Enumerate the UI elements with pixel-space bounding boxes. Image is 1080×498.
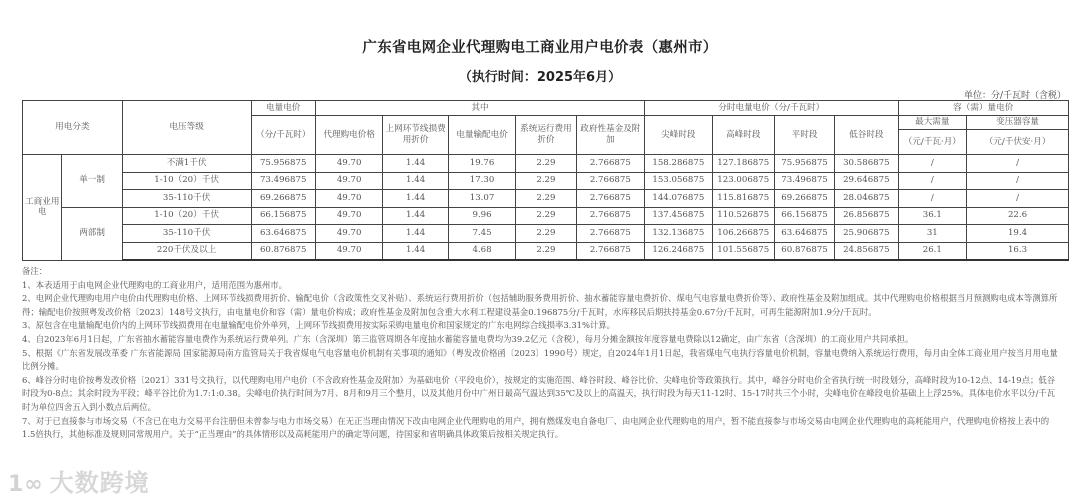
transmission-cell: 7.45 — [448, 225, 516, 243]
header-transmission: 电量输配电价 — [448, 116, 516, 155]
watermark-text: 大数跨境 — [49, 469, 150, 497]
network-loss-cell: 1.44 — [383, 242, 448, 260]
header-sharp-peak: 尖峰时段 — [645, 116, 713, 155]
transformer-cell: / — [967, 190, 1069, 208]
valley-cell: 29.646875 — [835, 172, 898, 190]
header-system-operation: 系统运行费用折价 — [516, 116, 576, 155]
header-energy-price-unit: （分/千瓦时） — [251, 116, 315, 155]
transformer-cell: 19.4 — [967, 225, 1069, 243]
flat-cell: 63.646875 — [774, 225, 834, 243]
peak-cell: 101.556875 — [712, 242, 774, 260]
max-demand-cell: 31 — [898, 225, 967, 243]
sharp-peak-cell: 158.286875 — [645, 155, 713, 173]
agent-purchase-cell: 49.70 — [315, 242, 383, 260]
note-item: 4、自2023年6月1日起，广东省抽水蓄能容量电费作为系统运行费单列。广东（含深圳）第三监管周期各年度抽水蓄能容量电费均为39.2亿元（含税），每月分摊金额按年度容量电费除以12确定，由广东省（含深圳）的工商业用户共同承担。 — [22, 333, 914, 344]
voltage-cell: 35-110千伏 — [122, 190, 251, 208]
energy-price-cell: 63.646875 — [251, 225, 315, 243]
transmission-cell: 13.07 — [448, 190, 516, 208]
group-cell: 两部制 — [62, 207, 122, 260]
note-item: 7、对于已直接参与市场交易（不含已在电力交易平台注册但未曾参与电力市场交易）在无正当理由情况下改由电网企业代理购电的用户，拥有燃煤发电自备电厂、由电网企业代理购电的用户，暂不能直接参与市场交易由电网企业代理购电的高耗能用户，代理购电价格按上表中的1.5倍执行，其他标准及规则同常规用户。关于“正当理由”的具体情形以及高耗能用户的确定等问题，待国家和省明确具体政策后按相关规定执行。 — [22, 415, 1050, 440]
peak-cell: 115.816875 — [712, 190, 774, 208]
header-voltage: 电压等级 — [122, 101, 251, 155]
peak-cell: 127.186875 — [712, 155, 774, 173]
header-capacity-group: 容（需）量电价 — [898, 101, 1068, 116]
transmission-cell: 9.96 — [448, 207, 516, 225]
watermark — [8, 463, 150, 498]
gov-fund-cell: 2.766875 — [576, 225, 645, 243]
energy-price-cell: 60.876875 — [251, 242, 315, 260]
energy-price-cell: 69.266875 — [251, 190, 315, 208]
gov-fund-cell: 2.766875 — [576, 190, 645, 208]
transformer-cell: 16.3 — [967, 242, 1069, 260]
transformer-cell: / — [967, 172, 1069, 190]
agent-purchase-cell: 49.70 — [315, 155, 383, 173]
group-cell: 单一制 — [62, 155, 122, 208]
table-row — [23, 225, 1069, 243]
header-transformer: 变压器容量 — [967, 116, 1069, 130]
network-loss-cell: 1.44 — [383, 207, 448, 225]
gov-fund-cell: 2.766875 — [576, 172, 645, 190]
header-agent-purchase: 代理购电价格 — [315, 116, 383, 155]
note-item: 3、原包含在电量输配电价内的上网环节线损费用在电量输配电价外单列，上网环节线损费用按实际采购电量电价和国家规定的广东电网综合线损率3.31%计算。 — [22, 320, 616, 331]
max-demand-cell: / — [898, 155, 967, 173]
header-transformer-unit: （元/千伏安·月） — [967, 130, 1069, 155]
agent-purchase-cell: 49.70 — [315, 207, 383, 225]
agent-purchase-cell: 49.70 — [315, 190, 383, 208]
category-cell: 工商业用电 — [23, 155, 62, 261]
network-loss-cell: 1.44 — [383, 190, 448, 208]
table-row — [23, 172, 1069, 190]
max-demand-cell: / — [898, 172, 967, 190]
peak-cell: 106.266875 — [712, 225, 774, 243]
transmission-cell: 4.68 — [448, 242, 516, 260]
max-demand-cell: 36.1 — [898, 207, 967, 225]
agent-purchase-cell: 49.70 — [315, 225, 383, 243]
system-operation-cell: 2.29 — [516, 190, 576, 208]
sharp-peak-cell: 137.456875 — [645, 207, 713, 225]
sharp-peak-cell: 153.056875 — [645, 172, 713, 190]
peak-cell: 110.526875 — [712, 207, 774, 225]
flat-cell: 73.496875 — [774, 172, 834, 190]
note-item: 1、本表适用于由电网企业代理购电的工商业用户，适用范围为惠州市。 — [22, 279, 287, 290]
flat-cell: 66.156875 — [774, 207, 834, 225]
system-operation-cell: 2.29 — [516, 172, 576, 190]
notes-heading: 备注： — [22, 266, 48, 276]
header-gov-fund: 政府性基金及附加 — [576, 116, 645, 155]
sharp-peak-cell: 132.136875 — [645, 225, 713, 243]
transmission-cell: 17.30 — [448, 172, 516, 190]
valley-cell: 24.856875 — [835, 242, 898, 260]
header-energy-price: 电量电价 — [251, 101, 315, 116]
header-flat: 平时段 — [774, 116, 834, 155]
system-operation-cell: 2.29 — [516, 155, 576, 173]
unit-label: 单位：分/千瓦时（含税） — [963, 91, 1066, 101]
effective-date: （执行时间：2025年6月） — [458, 70, 622, 85]
voltage-cell: 不满1千伏 — [122, 155, 251, 173]
table-row — [23, 207, 1069, 225]
header-peak: 高峰时段 — [712, 116, 774, 155]
energy-price-cell: 66.156875 — [251, 207, 315, 225]
agent-purchase-cell: 49.70 — [315, 172, 383, 190]
gov-fund-cell: 2.766875 — [576, 207, 645, 225]
header-of-which: 其中 — [315, 101, 644, 116]
table-row — [23, 242, 1069, 260]
note-item: 6、峰谷分时电价按粤发改价格〔2021〕331号文执行，以代理购电用户电价（不含政府性基金及附加）为基础电价（平段电价），按规定的实施范围、峰谷时段、峰谷比价、尖峰电价等政策执行。其中，峰谷分时电价全省执行统一时段划分，高峰时段为10-12点、14-19点；低谷时段为0-8点；其余时段为平段；峰平谷比价为1.7:1:0.38。尖峰电价执行时间为7月、8月和9月三个整月，以及其他月份中广州日最高气温达到35℃及以上的高温天，执行时段为每天11-12时、15-17时共三个小时，尖峰电价在峰段电价基础上上浮25%。具体电价水平以分/千瓦时为单位四舍五入到小数点后两位。 — [22, 374, 1056, 412]
table-row — [23, 190, 1069, 208]
valley-cell: 25.906875 — [835, 225, 898, 243]
system-operation-cell: 2.29 — [516, 242, 576, 260]
price-table — [22, 100, 1069, 261]
note-item: 2、电网企业代理购电用户电价由代理购电价格、上网环节线损费用折价、输配电价（含政策性交叉补贴）、系统运行费用折价（包括辅助服务费用折价、抽水蓄能容量电费折价、煤电气电容量电费折价等）、政府性基金及附加组成。其中代理购电价格根据当月预测购电成本等测算所得；输配电价按照粤发改价格〔2023〕148号文执行，由电量电价和容（需）量电价构成；政府性基金及附加包含重大水利工程建设基金0.196875分/千瓦时，水库移民后期扶持基金0.67分/千瓦时，可再生能源附加1.9分/千瓦时。 — [22, 293, 1058, 317]
valley-cell: 30.586875 — [835, 155, 898, 173]
max-demand-cell: / — [898, 190, 967, 208]
watermark-logo-icon: 1∞ — [8, 472, 44, 497]
sharp-peak-cell: 126.246875 — [645, 242, 713, 260]
header-network-loss: 上网环节线损费用折价 — [383, 116, 448, 155]
header-max-demand: 最大需量 — [898, 116, 967, 130]
transformer-cell: / — [967, 155, 1069, 173]
sharp-peak-cell: 144.076875 — [645, 190, 713, 208]
header-category: 用电分类 — [23, 101, 123, 155]
flat-cell: 69.266875 — [774, 190, 834, 208]
peak-cell: 123.006875 — [712, 172, 774, 190]
transformer-cell: 22.6 — [967, 207, 1069, 225]
voltage-cell: 220千伏及以上 — [122, 242, 251, 260]
flat-cell: 75.956875 — [774, 155, 834, 173]
max-demand-cell: 26.1 — [898, 242, 967, 260]
notes-section — [22, 265, 1062, 442]
valley-cell: 28.046875 — [835, 190, 898, 208]
network-loss-cell: 1.44 — [383, 225, 448, 243]
header-tou-group: 分时电量电价（分/千瓦时） — [645, 101, 898, 116]
page-title: 广东省电网企业代理购电工商业用户电价表（惠州市） — [362, 40, 718, 56]
gov-fund-cell: 2.766875 — [576, 155, 645, 173]
gov-fund-cell: 2.766875 — [576, 242, 645, 260]
voltage-cell: 1-10（20）千伏 — [122, 207, 251, 225]
note-item: 5、根据《广东省发展改革委 广东省能源局 国家能源局南方监管局关于我省煤电气电容量电价机制有关事项的通知》（粤发改价格函〔2023〕1990号）规定，自2024年1月1日起，我省煤电气电执行容量电价机制，容量电费纳入系统运行费用，每月由全体工商业用户按当月用电量比例分摊。 — [22, 347, 1058, 372]
network-loss-cell: 1.44 — [383, 172, 448, 190]
system-operation-cell: 2.29 — [516, 207, 576, 225]
energy-price-cell: 75.956875 — [251, 155, 315, 173]
voltage-cell: 1-10（20）千伏 — [122, 172, 251, 190]
network-loss-cell: 1.44 — [383, 155, 448, 173]
header-valley: 低谷时段 — [835, 116, 898, 155]
voltage-cell: 35-110千伏 — [122, 225, 251, 243]
transmission-cell: 19.76 — [448, 155, 516, 173]
system-operation-cell: 2.29 — [516, 225, 576, 243]
energy-price-cell: 73.496875 — [251, 172, 315, 190]
header-max-demand-unit: （元/千瓦·月） — [898, 130, 967, 155]
flat-cell: 60.876875 — [774, 242, 834, 260]
valley-cell: 26.856875 — [835, 207, 898, 225]
table-row — [23, 155, 1069, 173]
